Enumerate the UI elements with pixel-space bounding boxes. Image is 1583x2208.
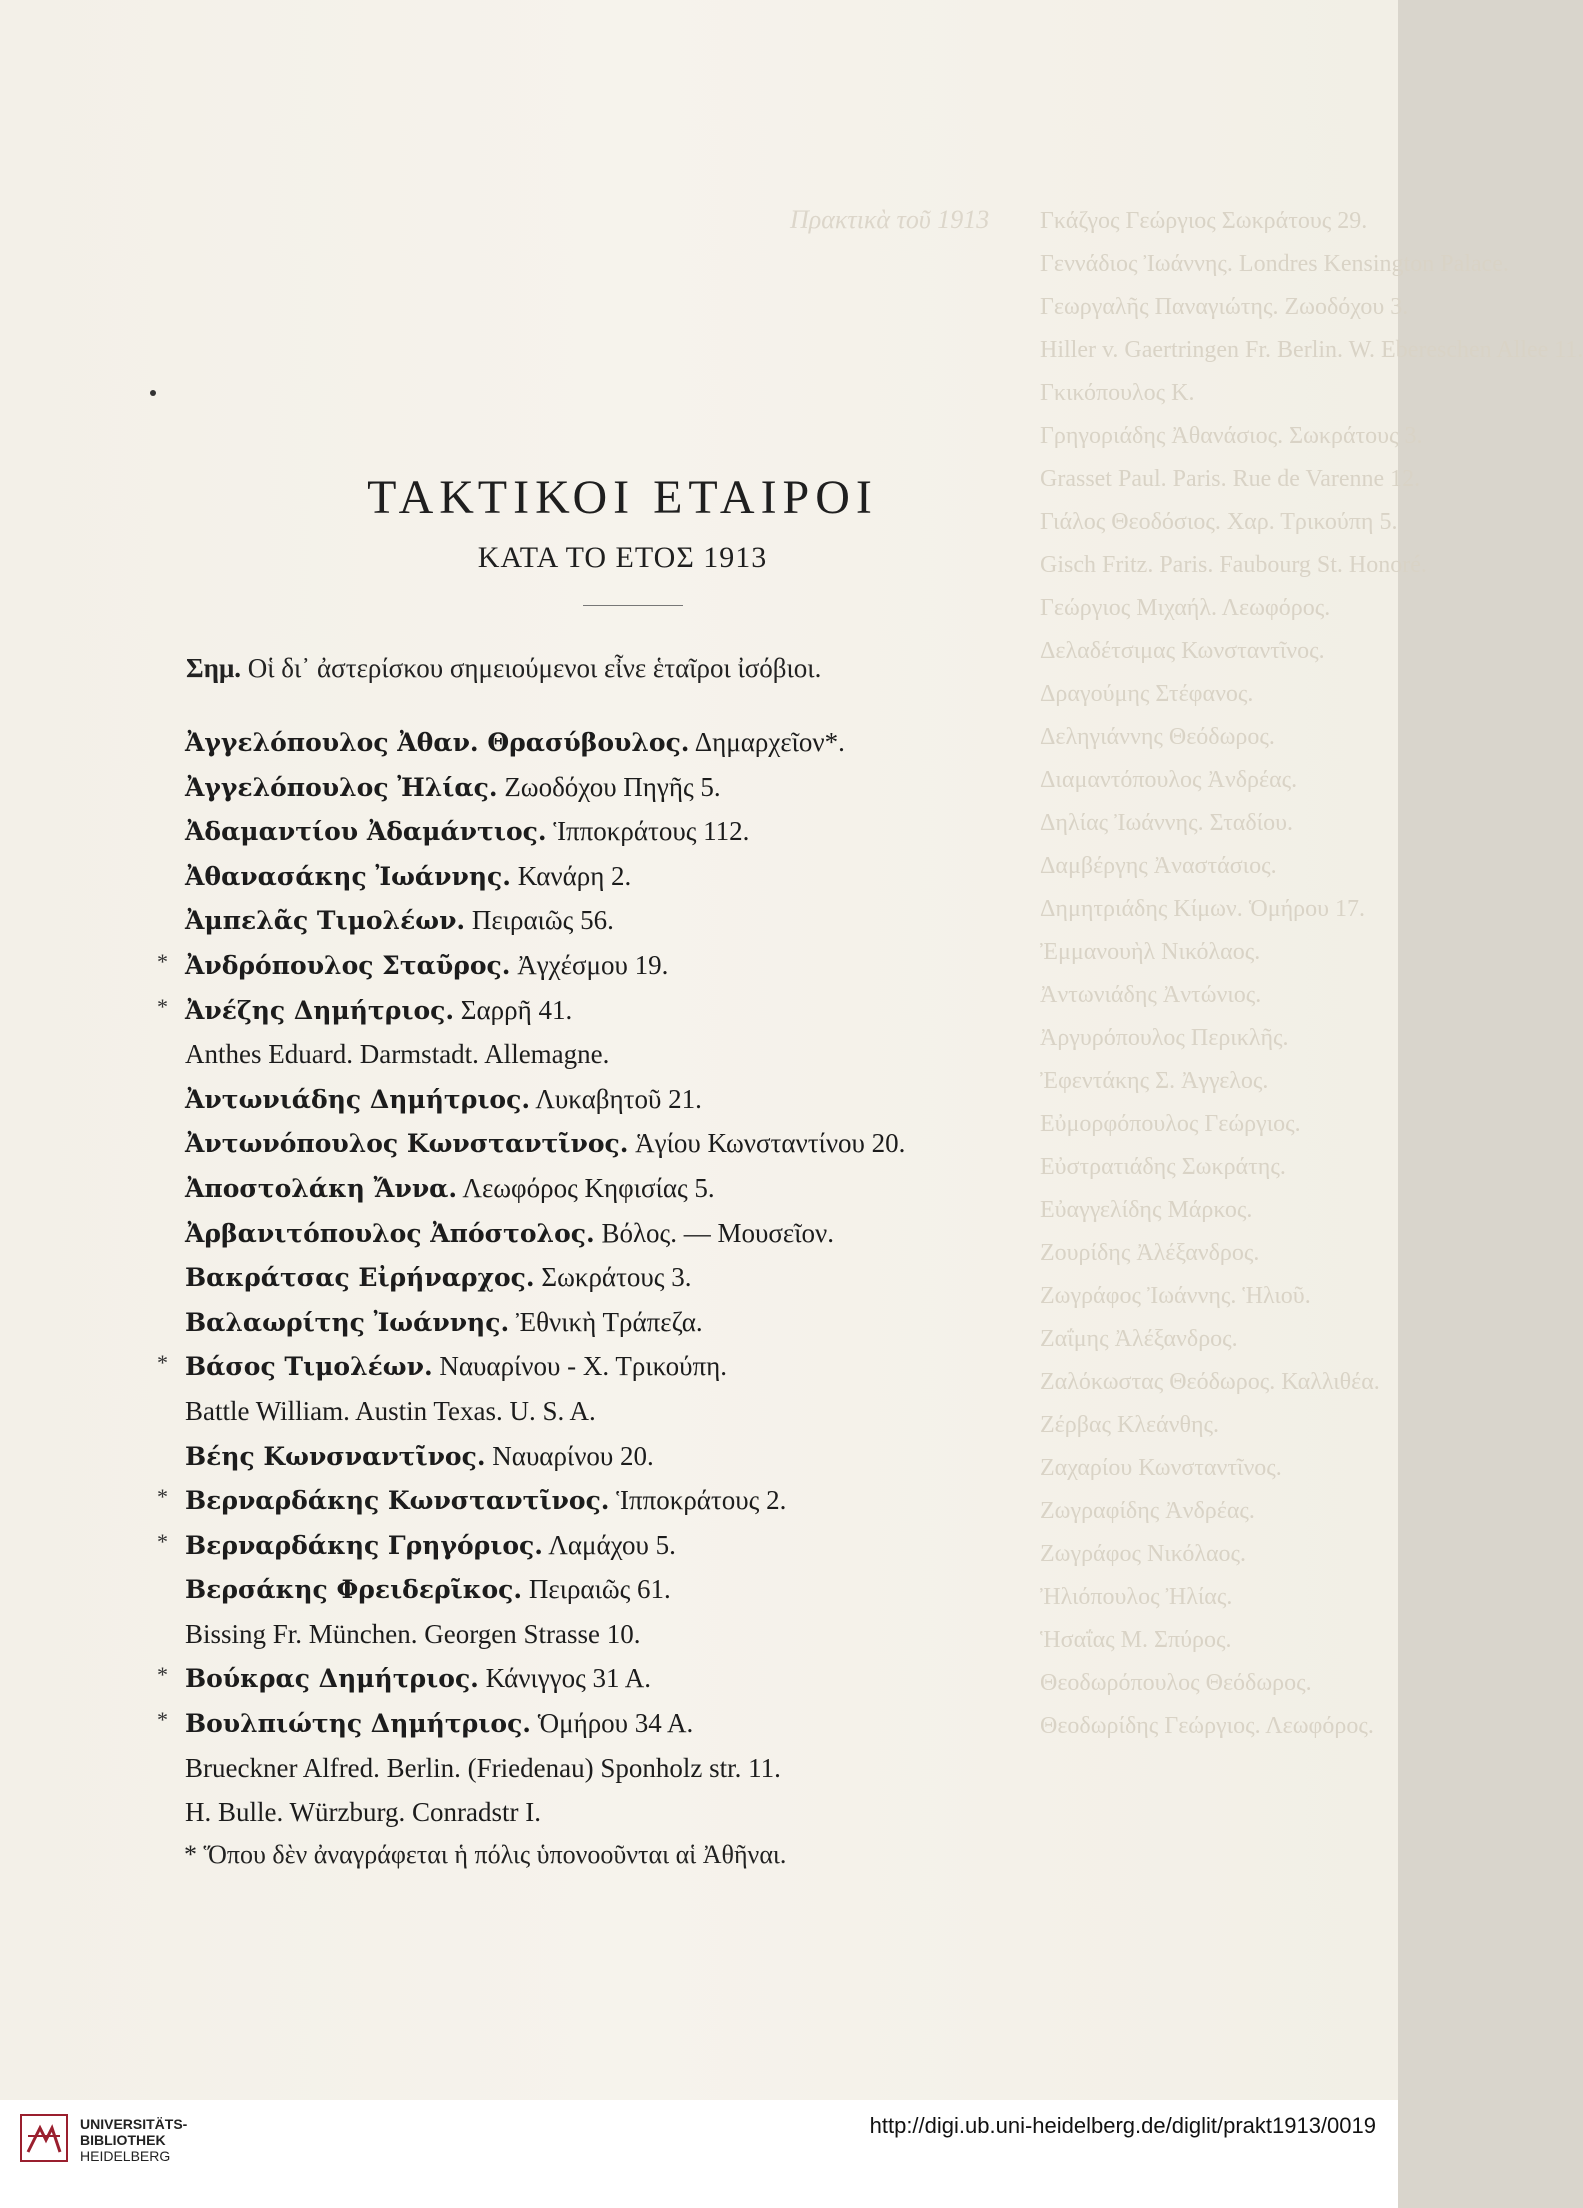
member-entry [120, 854, 1120, 899]
ink-speck [150, 390, 156, 396]
member-address: Πειραιῶς 61. [522, 1574, 671, 1605]
bleedthrough-line: Ζέρβας Κλεάνθης. [1040, 1412, 1220, 1438]
divider [583, 605, 683, 606]
member-entry [120, 1434, 1120, 1479]
life-member-asterisk: * [157, 1707, 168, 1733]
bleedthrough-line: Ζωγράφος Νικόλαος. [1040, 1541, 1247, 1567]
member-entry [120, 1790, 1120, 1835]
bleedthrough-line: Gisch Fritz. Paris. Faubourg St. Honoré. [1040, 552, 1427, 578]
member-name: Ἀθανασάκης Ἰωάννης. [185, 861, 511, 891]
bleedthrough-line: Δαμβέργης Ἀναστάσιος. [1040, 853, 1277, 879]
member-name: Βερσάκης Φρειδερῖκος. [185, 1575, 523, 1605]
bleedthrough-line: Θεοδωρίδης Γεώργιος. Λεωφόρος. [1040, 1713, 1374, 1739]
bleedthrough-line: Θεοδωρόπουλος Θεόδωρος. [1040, 1670, 1312, 1696]
member-entry [120, 1344, 1120, 1389]
member-entry [120, 720, 1120, 765]
bleedthrough-line: Ἀργυρόπουλος Περικλῆς. [1040, 1025, 1289, 1051]
bleedthrough-line: Ἠλιόπουλος Ἠλίας. [1040, 1584, 1233, 1610]
member-name: Ἀρβανιτόπουλος Ἀπόστολος. [185, 1218, 595, 1248]
member-entry [120, 988, 1120, 1033]
life-member-asterisk: * [157, 1484, 168, 1510]
member-name: Ἀντωνιάδης Δημήτριος. [185, 1084, 531, 1114]
bleedthrough-line: Hiller v. Gaertringen Fr. Berlin. W. Ebereschen Allee 11. [1040, 337, 1583, 363]
member-address: Δημαρχεῖον*. [689, 727, 845, 757]
life-member-asterisk: * [157, 1662, 168, 1688]
member-entry [120, 1300, 1120, 1345]
member-address: Bissing Fr. München. Georgen Strasse 10. [185, 1618, 641, 1649]
member-name: Ἀνέζης Δημήτριος. [185, 995, 455, 1025]
member-address: Σωκράτους 3. [534, 1262, 692, 1293]
member-address: Βόλος. — Μουσεῖον. [594, 1217, 834, 1248]
bleedthrough-line: Δηλίας Ἰωάννης. Σταδίου. [1040, 810, 1293, 836]
note [186, 653, 821, 684]
source-url[interactable]: http://digi.ub.uni-heidelberg.de/diglit/prakt1913/0019 [869, 2113, 1376, 2138]
member-entry [120, 1656, 1120, 1701]
bleedthrough-line: Ζωγραφίδης Ἀνδρέας. [1040, 1498, 1255, 1524]
bleedthrough-line: Ἡσαΐας Μ. Σπύρος. [1040, 1627, 1232, 1653]
library-name-line: BIBLIOTHEK [80, 2132, 166, 2148]
member-name: Βερναρδάκης Κωνσταντῖνος. [185, 1486, 610, 1516]
member-entry [120, 1255, 1120, 1300]
life-member-asterisk: * [157, 1528, 168, 1554]
bleedthrough-line: Grasset Paul. Paris. Rue de Varenne 12. [1040, 466, 1421, 492]
library-name [80, 2116, 187, 2164]
member-address: Battle William. Austin Texas. U. S. A. [185, 1395, 596, 1426]
library-footer [0, 2100, 1398, 2208]
bleedthrough-line: Ἐφεντάκης Σ. Ἀγγελος. [1040, 1068, 1269, 1094]
member-name: Ἀμπελᾶς Τιμολέων. [185, 906, 466, 936]
bleedthrough-line: Ζαχαρίου Κωνσταντῖνος. [1040, 1455, 1282, 1481]
member-name: Βερναρδάκης Γρηγόριος. [185, 1530, 543, 1560]
member-entry [120, 1523, 1120, 1568]
member-address: Anthes Eduard. Darmstadt. Allemagne. [185, 1039, 610, 1070]
member-entry [120, 1121, 1120, 1166]
note-label: Σημ. [186, 653, 242, 683]
bleedthrough-line: Εὐμορφόπουλος Γεώργιος. [1040, 1111, 1301, 1137]
bleedthrough-line: Ἐμμανουὴλ Νικόλαος. [1040, 939, 1261, 965]
member-name: Ἀνδρόπουλος Σταῦρος. [185, 950, 511, 980]
bleedthrough-line: Γεννάδιος Ἰωάννης. Londres Kensington Palace. [1040, 251, 1509, 277]
bleedthrough-line: Δεληγιάννης Θεόδωρος. [1040, 724, 1275, 750]
life-member-asterisk: * [157, 948, 168, 974]
member-entry [120, 1077, 1120, 1122]
member-entry [120, 1746, 1120, 1791]
member-address: Ζωοδόχου Πηγῆς 5. [497, 771, 721, 802]
library-logo-icon [20, 2114, 68, 2162]
member-name: Βουλπιώτης Δημήτριος. [185, 1709, 531, 1739]
member-list [120, 720, 1120, 1835]
member-entry [120, 1166, 1120, 1211]
member-name: Βούκρας Δημήτριος. [185, 1664, 479, 1694]
member-entry [120, 943, 1120, 988]
member-entry [120, 1032, 1120, 1077]
library-name-line: UNIVERSITÄTS- [80, 2116, 188, 2132]
member-address: Λυκαβητοῦ 21. [530, 1083, 702, 1114]
member-entry [120, 1389, 1120, 1434]
member-name: Βακράτσας Εἰρήναρχος. [185, 1263, 535, 1293]
member-address: Ὁμήρου 34 Α. [531, 1708, 694, 1739]
member-address: Πειραιῶς 56. [465, 905, 614, 936]
bleedthrough-header: Πρακτικὰ τοῦ 1913 [790, 205, 990, 234]
member-address: Κάνιγγος 31 Α. [478, 1663, 652, 1694]
member-address: Ἁγίου Κωνσταντίνου 20. [628, 1128, 906, 1159]
member-name: Ἀντωνόπουλος Κωνσταντῖνος. [185, 1129, 629, 1159]
member-address: Λαμάχου 5. [542, 1529, 676, 1560]
member-name: Ἀδαμαντίου Ἀδαμάντιος. [185, 817, 547, 847]
member-entry [120, 1612, 1120, 1657]
page-subtitle: ΚΑΤΑ ΤΟ ΕΤΟΣ 1913 [477, 541, 768, 574]
member-address: H. Bulle. Würzburg. Conradstr I. [185, 1797, 541, 1828]
bleedthrough-line: Δραγούμης Στέφανος. [1040, 681, 1254, 707]
member-name: Ἀγγελόπουλος Ἠλίας. [185, 772, 498, 802]
bleedthrough-line: Γεωργαλῆς Παναγιώτης. Ζωοδόχου 3. [1040, 294, 1409, 320]
bleedthrough-line: Διαμαντόπουλος Ἀνδρέας. [1040, 767, 1298, 793]
bleedthrough-line: Ζωγράφος Ἰωάννης. Ἡλιοῦ. [1040, 1283, 1311, 1309]
life-member-asterisk: * [157, 1350, 168, 1376]
member-address: Ἱπποκράτους 2. [609, 1485, 787, 1516]
bleedthrough-line: Γκάζγος Γεώργιος Σωκράτους 29. [1040, 208, 1368, 234]
bleedthrough-line: Ζαΐμης Ἀλέξανδρος. [1040, 1326, 1238, 1352]
member-name: Βέης Κωνσναντῖνος. [185, 1441, 486, 1471]
bleedthrough-line: Γεώργιος Μιχαήλ. Λεωφόρος. [1040, 595, 1331, 621]
member-address: Ἀγχέσμου 19. [510, 949, 669, 980]
member-entry [120, 765, 1120, 810]
bleedthrough-line: Δημητριάδης Κίμων. Ὁμήρου 17. [1040, 896, 1365, 922]
bleedthrough-line: Γρηγοριάδης Ἀθανάσιος. Σωκράτους 3. [1040, 423, 1423, 449]
member-entry [120, 809, 1120, 854]
library-name-line: HEIDELBERG [80, 2148, 171, 2164]
member-address: Ἱπποκράτους 112. [546, 816, 750, 847]
bleedthrough-line: Εὐαγγελίδης Μάρκος. [1040, 1197, 1253, 1223]
member-address: Ἐθνικὴ Τράπεζα. [509, 1306, 703, 1337]
member-entry [120, 1478, 1120, 1523]
member-entry [120, 898, 1120, 943]
bleedthrough-line: Ζουρίδης Ἀλέξανδρος. [1040, 1240, 1260, 1266]
bleedthrough-line: Δελαδέτσιμας Κωνσταντῖνος. [1040, 638, 1325, 664]
member-address: Ναυαρίνου 20. [485, 1440, 654, 1471]
member-name: Βάσος Τιμολέων. [185, 1352, 433, 1382]
member-address: Brueckner Alfred. Berlin. (Friedenau) Sponholz str. 11. [185, 1752, 781, 1783]
bleedthrough-line: Εὐστρατιάδης Σωκράτης. [1040, 1154, 1286, 1180]
member-address: Ναυαρίνου - Χ. Τρικούπη. [432, 1351, 727, 1382]
member-name: Βαλαωρίτης Ἰωάννης. [185, 1307, 510, 1337]
member-name: Ἀποστολάκη Ἄννα. [185, 1173, 458, 1203]
member-address: Λεωφόρος Κηφισίας 5. [457, 1172, 715, 1203]
member-entry [120, 1567, 1120, 1612]
member-address: Κανάρη 2. [510, 860, 632, 891]
footnote: * Ὅπου δὲν ἀναγράφεται ἡ πόλις ὑπονοοῦνται αἱ Ἀθῆναι. [184, 1840, 787, 1869]
member-name: Ἀγγελόπουλος Ἀθαν. Θρασύβουλος. [185, 728, 690, 757]
page-title: ΤΑΚΤΙΚΟΙ ΕΤΑΙΡΟΙ [367, 471, 878, 524]
bleedthrough-line: Ἀντωνιάδης Ἀντώνιος. [1040, 982, 1262, 1008]
life-member-asterisk: * [157, 993, 168, 1019]
member-entry [120, 1211, 1120, 1256]
member-address: Σαρρῆ 41. [454, 994, 573, 1025]
note-text: Οἱ δι᾽ ἀστερίσκου σημειούμενοι εἶνε ἑταῖροι ἰσόβιοι. [241, 653, 822, 683]
member-entry [120, 1701, 1120, 1746]
bleedthrough-line: Γκικόπουλος Κ. [1040, 380, 1195, 406]
bleedthrough-line: Ζαλόκωστας Θεόδωρος. Καλλιθέα. [1040, 1369, 1380, 1395]
bleedthrough-line: Γιάλος Θεοδόσιος. Χαρ. Τρικούπη 5. [1040, 509, 1398, 535]
